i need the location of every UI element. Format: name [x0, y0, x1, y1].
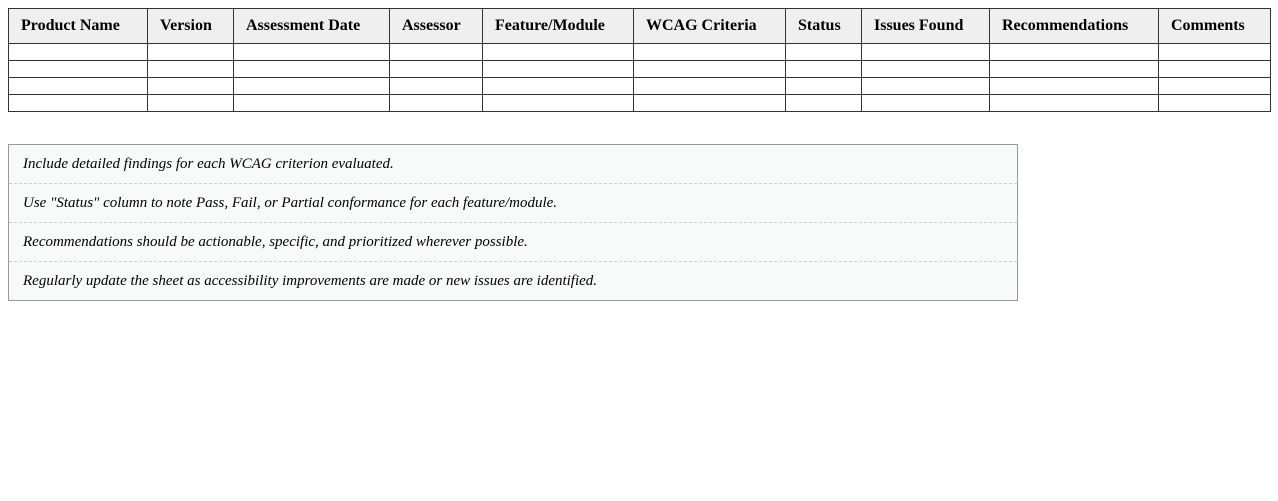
table-cell[interactable] [234, 95, 390, 112]
table-cell[interactable] [483, 61, 634, 78]
table-cell[interactable] [1159, 78, 1271, 95]
assessment-table [8, 8, 1271, 112]
table-cell[interactable] [483, 95, 634, 112]
table-cell[interactable] [634, 95, 786, 112]
table-cell[interactable] [862, 61, 990, 78]
table-cell[interactable] [786, 44, 862, 61]
column-header-product-name: Product Name [9, 9, 148, 44]
column-header-assessor: Assessor [390, 9, 483, 44]
table-cell[interactable] [862, 78, 990, 95]
column-header-comments: Comments [1159, 9, 1271, 44]
table-cell[interactable] [9, 61, 148, 78]
column-header-issues-found: Issues Found [862, 9, 990, 44]
column-header-wcag-criteria: WCAG Criteria [634, 9, 786, 44]
column-header-version: Version [148, 9, 234, 44]
table-cell[interactable] [390, 44, 483, 61]
table-cell[interactable] [9, 78, 148, 95]
column-header-status: Status [786, 9, 862, 44]
table-cell[interactable] [786, 95, 862, 112]
table-cell[interactable] [862, 44, 990, 61]
column-header-recommendations: Recommendations [990, 9, 1159, 44]
table-cell[interactable] [990, 61, 1159, 78]
table-row [9, 61, 1271, 78]
table-cell[interactable] [234, 61, 390, 78]
table-header-row [9, 9, 1271, 44]
note-regular-updates: Regularly update the sheet as accessibility improvements are made or new issues are identified. [23, 273, 598, 289]
table-cell[interactable] [390, 95, 483, 112]
table-cell[interactable] [990, 44, 1159, 61]
table-row [9, 95, 1271, 112]
table-cell[interactable] [148, 95, 234, 112]
table-cell[interactable] [483, 78, 634, 95]
note-recommendations: Recommendations should be actionable, specific, and prioritized wherever possible. [9, 223, 1017, 262]
table-cell[interactable] [483, 44, 634, 61]
table-cell[interactable] [1159, 95, 1271, 112]
column-header-assessment-date: Assessment Date [234, 9, 390, 44]
table-cell[interactable] [9, 44, 148, 61]
table-cell[interactable] [1159, 61, 1271, 78]
table-row [9, 44, 1271, 61]
table-cell[interactable] [234, 44, 390, 61]
table-cell[interactable] [234, 78, 390, 95]
note-detailed-findings: Include detailed findings for each WCAG criterion evaluated. [9, 145, 1017, 184]
table-cell[interactable] [148, 44, 234, 61]
table-cell[interactable] [148, 61, 234, 78]
table-cell[interactable] [786, 78, 862, 95]
column-header-feature-module: Feature/Module [483, 9, 634, 44]
note-status-column: Use "Status" column to note Pass, Fail, or Partial conformance for each feature/module. [9, 184, 1017, 223]
table-cell[interactable] [634, 44, 786, 61]
table-cell[interactable] [862, 95, 990, 112]
table-cell[interactable] [9, 95, 148, 112]
table-cell[interactable] [148, 78, 234, 95]
table-cell[interactable] [390, 61, 483, 78]
table-cell[interactable] [990, 78, 1159, 95]
table-row [9, 78, 1271, 95]
table-cell[interactable] [634, 78, 786, 95]
table-cell[interactable] [634, 61, 786, 78]
table-cell[interactable] [990, 95, 1159, 112]
guidance-notes [8, 144, 1018, 301]
table-cell[interactable] [1159, 44, 1271, 61]
table-cell[interactable] [390, 78, 483, 95]
table-cell[interactable] [786, 61, 862, 78]
